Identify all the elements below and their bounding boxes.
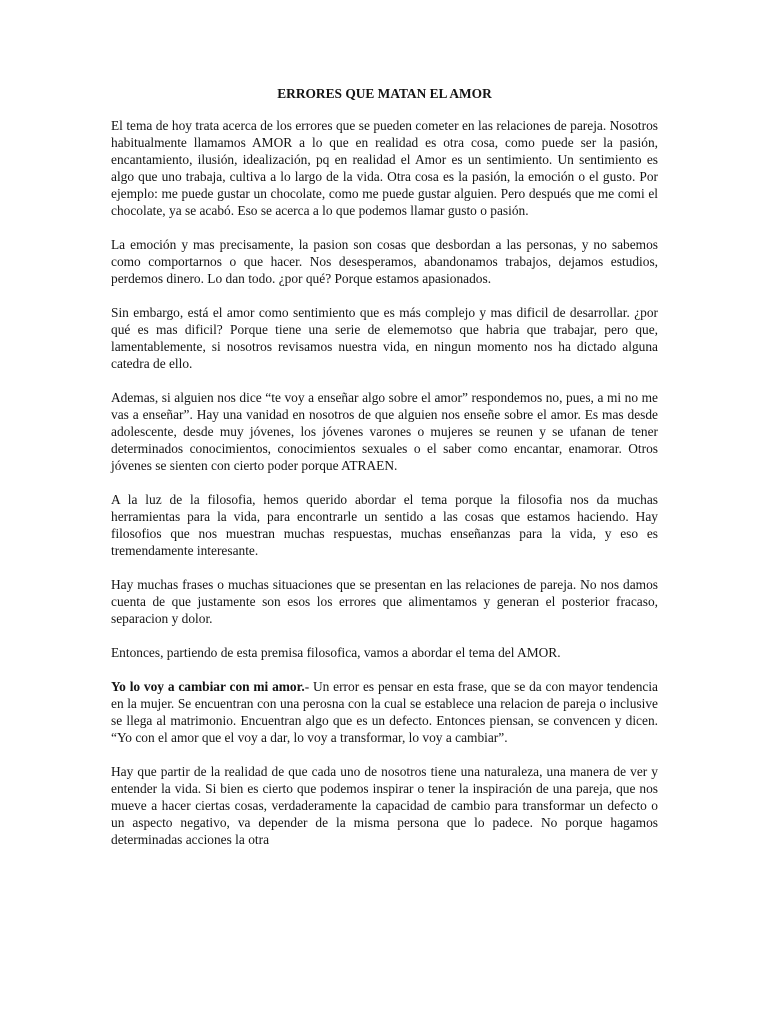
document-body [111,85,658,865]
paragraph-text: Hay muchas frases o muchas situaciones que se presentan en las relaciones de pareja. No nos damos cuenta de que justamente son esos los errores que alimentamos y generan el posterior fracaso, separacion y dolor. [111,577,658,626]
paragraph-9 [111,763,658,848]
paragraph-text: Hay que partir de la realidad de que cada uno de nosotros tiene una naturaleza, una manera de ver y entender la vida. Si bien es cierto que podemos inspirar o tener la inspiración de una pareja, que nos mueve a hacer ciertas cosas, verdaderamente la capacidad de cambio para transformar un defecto o un aspecto negativo, va depender de la misma persona que lo padece. No porque hagamos determinadas acciones la otra [111,764,658,847]
paragraph-6 [111,576,658,627]
document-title: ERRORES QUE MATAN EL AMOR [277,86,492,101]
paragraph-text: A la luz de la filosofia, hemos querido abordar el tema porque la filosofia nos da muchas herramientas para la vida, para encontrarle un sentido a las cosas que estamos haciendo. Hay filosofios que nos muestran muchas respuestas, muchas enseñanzas para la vida, y eso es tremendamente interesante. [111,492,658,558]
paragraph-7 [111,644,658,661]
paragraph-4 [111,389,658,474]
paragraph-text: Sin embargo, está el amor como sentimiento que es más complejo y mas dificil de desarrollar. ¿por qué es mas dificil? Porque tiene una serie de elememotso que habria que trabajar, pero que, lamentablemente, si nosotros revisamos nuestra vida, en ningun momento nos ha dictado alguna catedra de ello. [111,305,658,371]
paragraph-text: El tema de hoy trata acerca de los errores que se pueden cometer en las relaciones de pareja. Nosotros habitualmente llamamos AMOR a lo que en realidad es otra cosa, como puede ser la pasión, encantamiento, ilusión, idealización, pq en realidad el Amor es un sentimiento. Un sentimiento es algo que uno trabaja, cultiva a lo largo de la vida. Otra cosa es la pasión, la emoción o el gusto. Por ejemplo: me puede gustar un chocolate, como me puede gustar alguien. Pero después que me comi el chocolate, ya se acabó. Eso se acerca a lo que podemos llamar gusto o pasión. [111,118,658,218]
paragraph-8 [111,678,658,746]
paragraph-text: Ademas, si alguien nos dice “te voy a enseñar algo sobre el amor” respondemos no, pues, a mi no me vas a enseñar”. Hay una vanidad en nosotros de que alguien nos enseñe sobre el amor. Es mas desde adolescente, desde muy jóvenes, los jóvenes varones o mujeres se reunen y se ufanan de tener determinados conocimientos, conocimientos sexuales o el saber como encantar, enamorar. Otros jóvenes se sienten con cierto poder porque ATRAEN. [111,390,658,473]
paragraph-text: - Un error es pensar en esta frase, que se da con mayor tendencia en la mujer. Se encuentran con una perosna con la cual se establece una relacion de pareja o inclusive se llega al matrimonio. Encuentran algo que es un defecto. Entonces piensan, se convencen y dicen. “Yo con el amor que el voy a dar, lo voy a transformar, lo voy a cambiar”. [111,679,659,745]
paragraph-3 [111,304,658,372]
paragraph-2 [111,236,658,287]
section-lead-heading: Yo lo voy a cambiar con mi amor. [111,679,305,694]
paragraph-text: Entonces, partiendo de esta premisa filosofica, vamos a abordar el tema del AMOR. [111,645,561,660]
paragraph-1 [111,117,658,219]
paragraph-5 [111,491,658,559]
paragraph-text: La emoción y mas precisamente, la pasion son cosas que desbordan a las personas, y no sabemos como comportarnos o que hacer. Nos desesperamos, abandonamos trabajos, dejamos estudios, perdemos dinero. Lo dan todo. ¿por qué? Porque estamos apasionados. [111,237,658,286]
